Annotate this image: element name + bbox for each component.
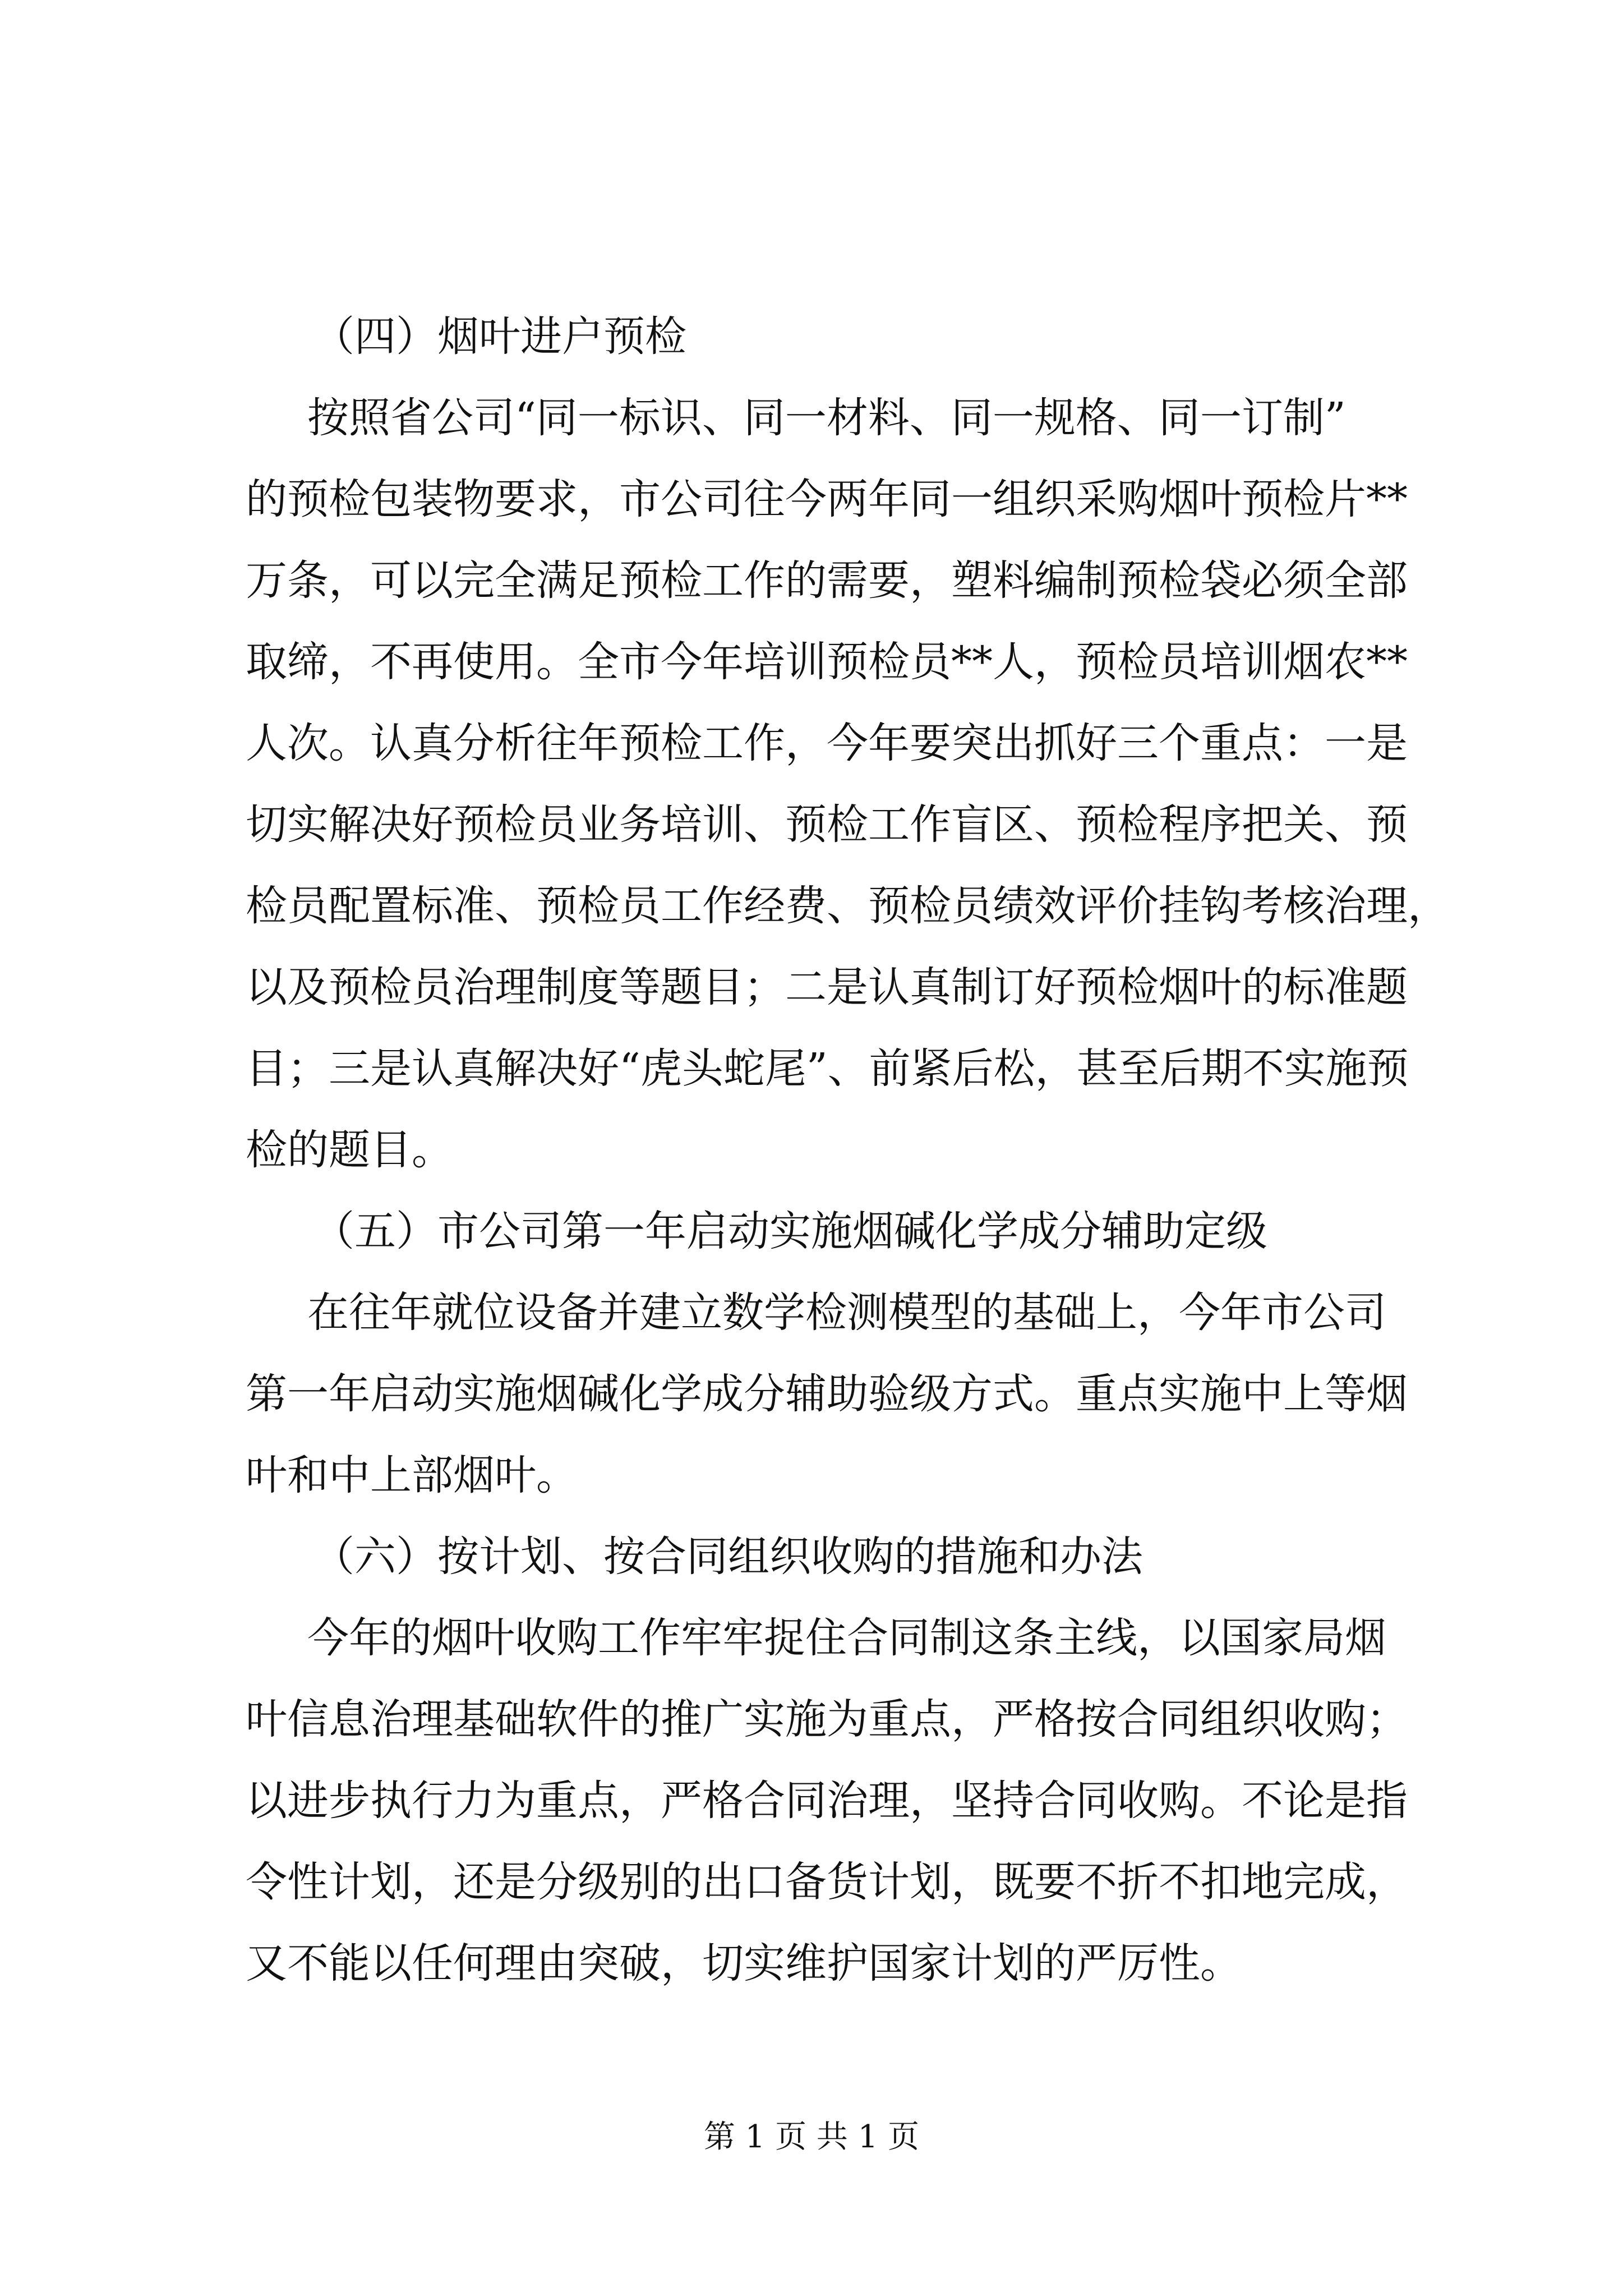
section-6 [246,1516,1429,2004]
paragraph-line: 叶信息治理基础软件的推广实施为重点，严格按合同组织收购； [246,1695,1408,1743]
paragraph-line: 叶和中上部烟叶。 [246,1451,578,1499]
section-paragraph [246,1272,1429,1516]
section-heading: （六）按计划、按合同组织收购的措施和办法 [313,1533,1143,1581]
paragraph-line: 今年的烟叶收购工作牢牢捉住合同制这条主线，以国家局烟 [307,1614,1386,1662]
paragraph-line: 取缔，不再使用。全市今年培训预检员**人，预检员培训烟农** [246,638,1408,686]
paragraph-line: 检的题目。 [246,1126,453,1174]
page-footer: 第 1 页 共 1 页 [703,2119,920,2155]
paragraph-line: 目；三是认真解决好“虎头蛇尾”、前紧后松，甚至后期不实施预 [246,1045,1409,1093]
section-4 [246,296,1449,1191]
paragraph-line: 以进步执行力为重点，严格合同治理，坚持合同收购。不论是指 [246,1777,1408,1825]
section-heading: （五）市公司第一年启动实施烟碱化学成分辅助定级 [313,1207,1267,1255]
paragraph-line: 在往年就位设备并建立数学检测模型的基础上，今年市公司 [307,1289,1386,1337]
paragraph-line: 以及预检员治理制度等题目；二是认真制订好预检烟叶的标准题 [246,963,1408,1011]
paragraph-line: 令性计划，还是分级别的出口备货计划，既要不折不扣地完成， [246,1858,1408,1906]
paragraph-line: 切实解决好预检员业务培训、预检工作盲区、预检程序把关、预 [246,800,1408,849]
section-paragraph [246,1598,1429,2004]
document-body [246,296,1449,2004]
paragraph-line: 万条，可以完全满足预检工作的需要，塑料编制预检袋必须全部 [246,556,1408,605]
section-heading: （四）烟叶进户预检 [313,312,686,361]
paragraph-line: 按照省公司“同一标识、同一材料、同一规格、同一订制” [307,394,1346,442]
paragraph-line: 人次。认真分析往年预检工作，今年要突出抓好三个重点：一是 [246,719,1408,767]
section-5 [246,1191,1429,1516]
paragraph-line: 检员配置标准、预检员工作经费、预检员绩效评价挂钩考核治理， [246,882,1449,930]
section-paragraph [246,378,1449,1191]
paragraph-line: 第一年启动实施烟碱化学成分辅助验级方式。重点实施中上等烟 [246,1370,1408,1418]
paragraph-line: 的预检包装物要求，市公司往今两年同一组织采购烟叶预检片** [246,475,1408,523]
paragraph-line: 又不能以任何理由突破，切实维护国家计划的严厉性。 [246,1939,1242,1987]
